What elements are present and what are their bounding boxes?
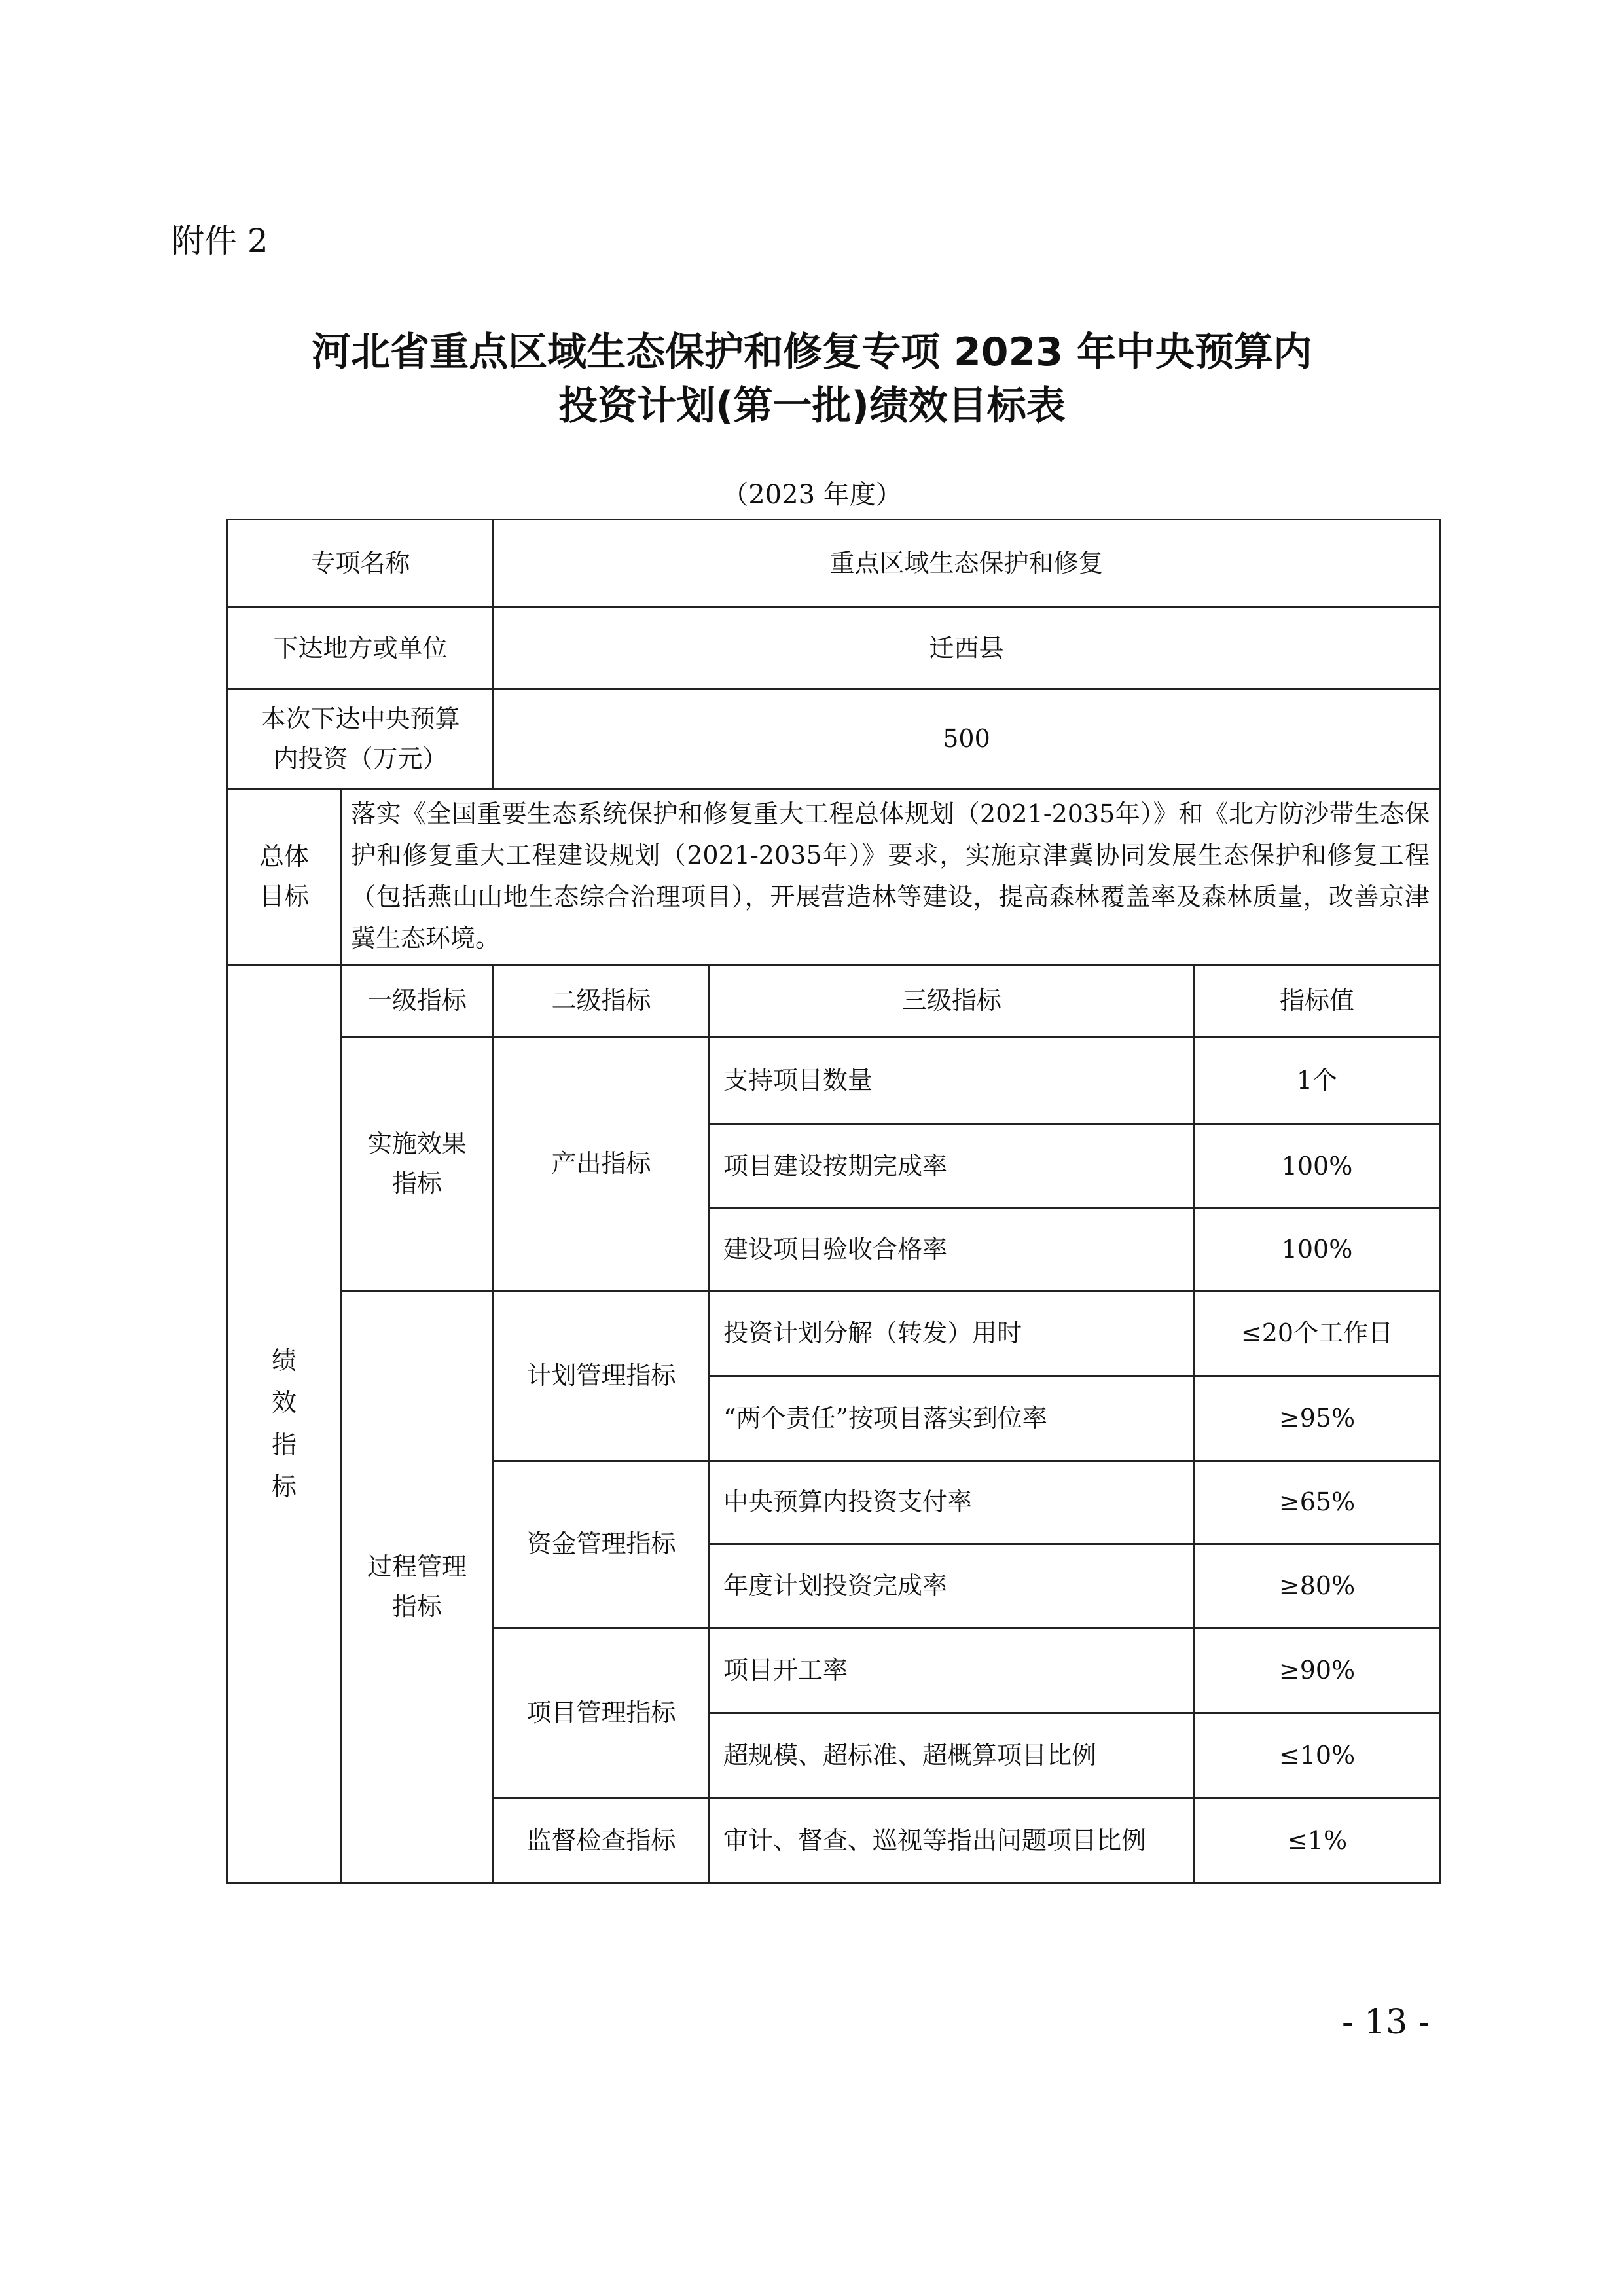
header-level3: 三级指标 bbox=[710, 964, 1195, 1036]
level2-funds-management: 资金管理指标 bbox=[494, 1461, 710, 1628]
level1-implementation-effect: 实施效果 指标 bbox=[341, 1036, 494, 1290]
document-title-line1: 河北省重点区域生态保护和修复专项 2023 年中央预算内 bbox=[312, 329, 1312, 375]
investment-row bbox=[228, 689, 1440, 789]
overall-goal-label: 总体 目标 bbox=[228, 789, 341, 965]
recipient-value: 迁西县 bbox=[494, 608, 1440, 689]
fiscal-year: （2023 年度） bbox=[722, 480, 902, 510]
document-title-line2: 投资计划(第一批)绩效目标表 bbox=[558, 383, 1066, 429]
value-cell: ≤10% bbox=[1195, 1713, 1440, 1798]
attachment-label: 附件 2 bbox=[171, 222, 268, 260]
project-name-row bbox=[228, 520, 1440, 608]
level1-process-management: 过程管理 指标 bbox=[341, 1290, 494, 1883]
table-row bbox=[228, 1036, 1440, 1124]
level2-plan-management: 计划管理指标 bbox=[494, 1290, 710, 1461]
value-cell: ≤1% bbox=[1195, 1798, 1440, 1883]
recipient-row bbox=[228, 608, 1440, 689]
indicator-cell: 投资计划分解（转发）用时 bbox=[710, 1290, 1195, 1376]
value-cell: 1个 bbox=[1195, 1036, 1440, 1124]
header-value: 指标值 bbox=[1195, 964, 1440, 1036]
value-cell: ≥95% bbox=[1195, 1376, 1440, 1461]
header-level2: 二级指标 bbox=[494, 964, 710, 1036]
value-cell: ≤20个工作日 bbox=[1195, 1290, 1440, 1376]
value-cell: 100% bbox=[1195, 1124, 1440, 1208]
level2-project-management: 项目管理指标 bbox=[494, 1628, 710, 1798]
recipient-label: 下达地方或单位 bbox=[228, 608, 494, 689]
investment-value: 500 bbox=[494, 689, 1440, 789]
performance-indicator-label: 绩 效 指 标 bbox=[228, 964, 341, 1883]
indicator-cell: 支持项目数量 bbox=[710, 1036, 1195, 1124]
project-name-value: 重点区域生态保护和修复 bbox=[494, 520, 1440, 608]
value-cell: 100% bbox=[1195, 1208, 1440, 1290]
indicator-header-row bbox=[228, 964, 1440, 1036]
table-row bbox=[228, 1290, 1440, 1376]
indicator-cell: 项目开工率 bbox=[710, 1628, 1195, 1713]
level2-supervision: 监督检查指标 bbox=[494, 1798, 710, 1883]
project-name-label: 专项名称 bbox=[228, 520, 494, 608]
indicator-cell: 中央预算内投资支付率 bbox=[710, 1461, 1195, 1544]
level2-output: 产出指标 bbox=[494, 1036, 710, 1290]
indicator-cell: 建设项目验收合格率 bbox=[710, 1208, 1195, 1290]
indicator-cell: 项目建设按期完成率 bbox=[710, 1124, 1195, 1208]
value-cell: ≥65% bbox=[1195, 1461, 1440, 1544]
indicator-cell: “两个责任”按项目落实到位率 bbox=[710, 1376, 1195, 1461]
page-number: - 13 - bbox=[1342, 2003, 1430, 2042]
indicator-cell: 年度计划投资完成率 bbox=[710, 1544, 1195, 1628]
indicator-cell: 审计、督查、巡视等指出问题项目比例 bbox=[710, 1798, 1195, 1883]
performance-target-table bbox=[226, 519, 1441, 1884]
value-cell: ≥90% bbox=[1195, 1628, 1440, 1713]
overall-goal-row bbox=[228, 789, 1440, 965]
value-cell: ≥80% bbox=[1195, 1544, 1440, 1628]
overall-goal-text: 落实《全国重要生态系统保护和修复重大工程总体规划（2021-2035年）》和《北方防沙带生态保护和修复重大工程建设规划（2021-2035年）》要求，实施京津冀协同发展生态保护和修复工程（包括燕山山地生态综合治理项目），开展营造林等建设，提高森林覆盖率及森林质量，改善京津冀生态环境。 bbox=[341, 789, 1440, 965]
indicator-cell: 超规模、超标准、超概算项目比例 bbox=[710, 1713, 1195, 1798]
header-level1: 一级指标 bbox=[341, 964, 494, 1036]
investment-label: 本次下达中央预算 内投资（万元） bbox=[228, 689, 494, 789]
